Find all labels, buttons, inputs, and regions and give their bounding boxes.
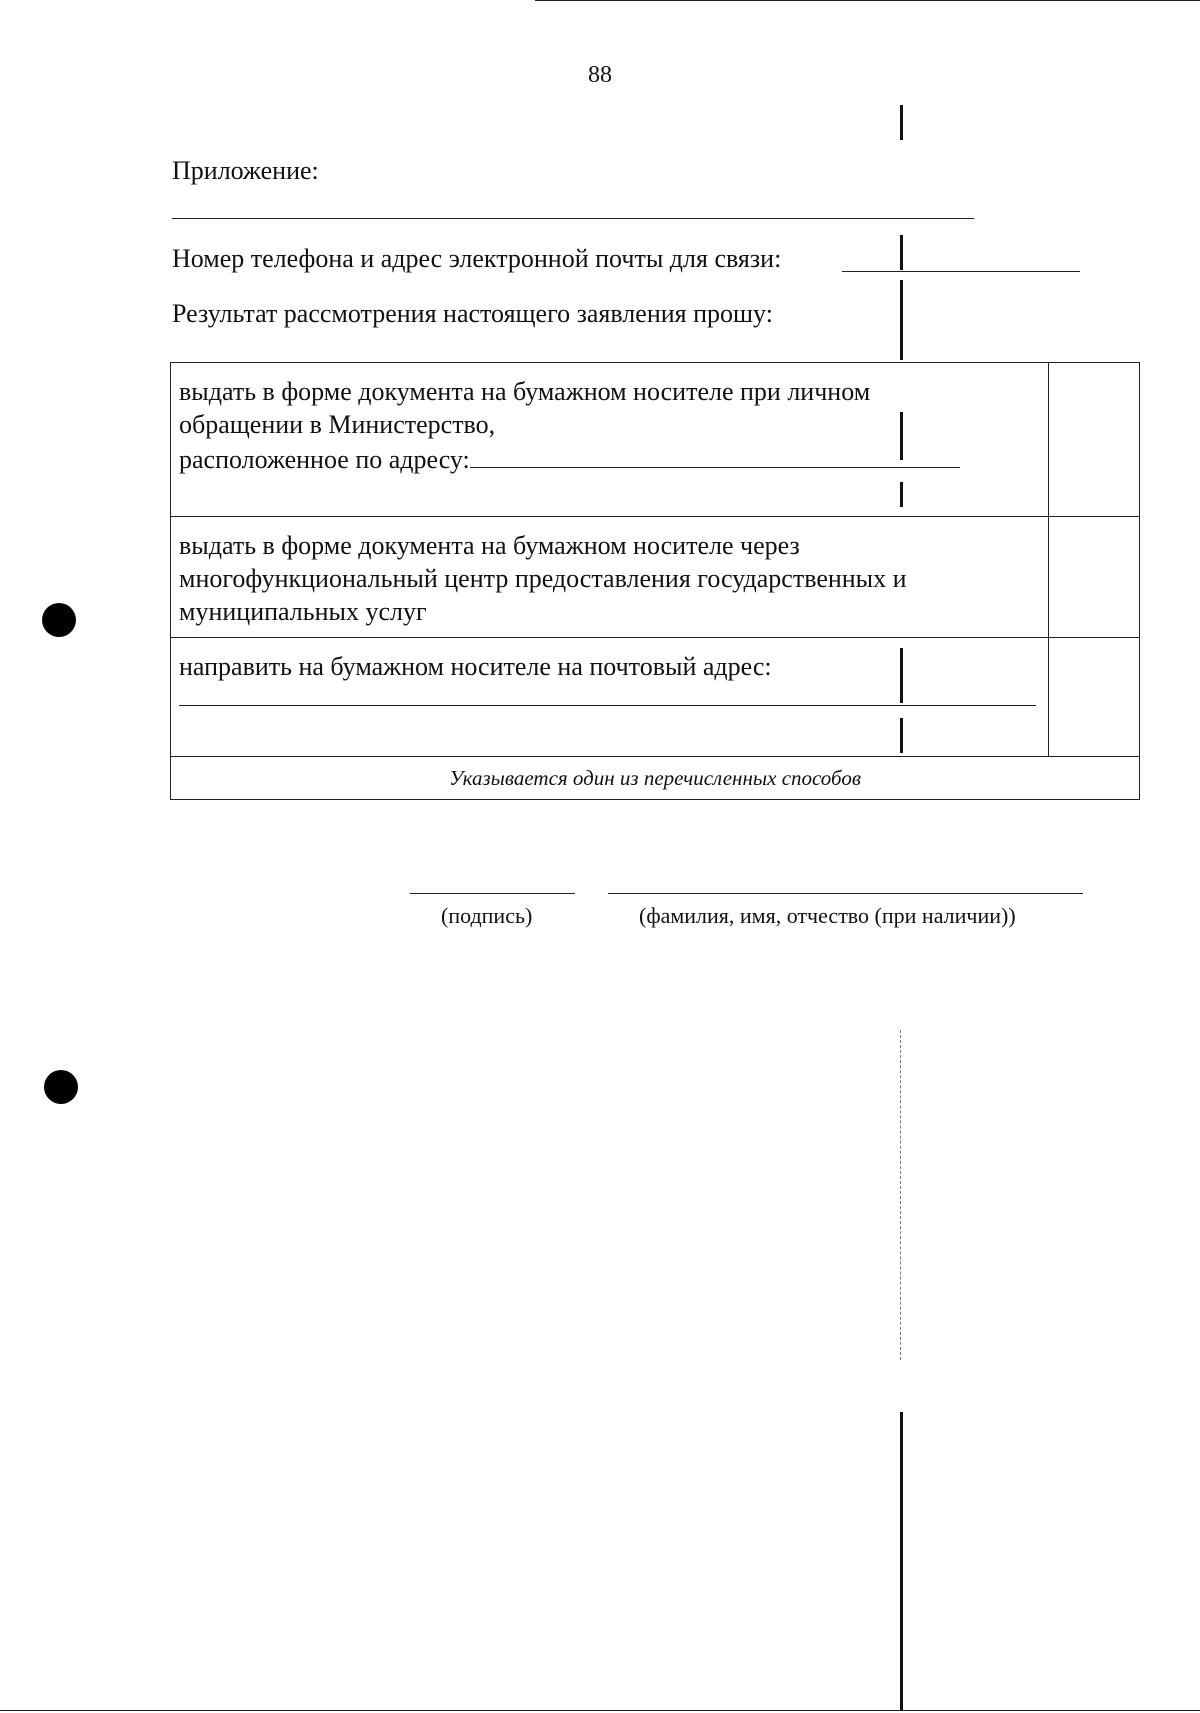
scan-line-dashed: [900, 1030, 901, 1360]
option-row-mfc: [171, 517, 1140, 638]
delivery-options-table: [170, 362, 1140, 800]
punch-hole-top: [42, 603, 76, 637]
option-in-person-line1: выдать в форме документа на бумажном носителе при личном: [179, 377, 871, 406]
option-in-person-line2: обращении в Министерство,: [179, 410, 496, 439]
full-name-line: [608, 893, 1083, 894]
signature-caption: (подпись): [441, 903, 533, 928]
result-label: Результат рассмотрения настоящего заявления прошу:: [172, 299, 773, 328]
punch-hole-bottom: [44, 1070, 78, 1104]
signature-line: [410, 893, 575, 894]
attachment-label: Приложение:: [172, 156, 319, 185]
ministry-address-line: [470, 441, 960, 468]
option-row-post: [171, 638, 1140, 757]
option-in-person: [171, 363, 1049, 517]
option-mfc-checkbox[interactable]: [1049, 517, 1140, 638]
options-note: Указывается один из перечисленных способов: [171, 757, 1140, 800]
option-in-person-line3: [179, 441, 1040, 476]
option-mfc: [171, 517, 1049, 638]
scan-line-segment: [900, 280, 903, 360]
option-mfc-line1: выдать в форме документа на бумажном носителе через: [179, 531, 800, 560]
contact-label: Номер телефона и адрес электронной почты для связи:: [172, 244, 782, 273]
option-in-person-checkbox[interactable]: [1049, 363, 1140, 517]
address-label: расположенное по адресу:: [179, 445, 470, 474]
option-mfc-line2: многофункциональный центр предоставления государственных и: [179, 564, 907, 593]
option-post-line1: направить на бумажном носителе на почтовый адрес:: [179, 652, 772, 681]
option-mfc-line3: муниципальных услуг: [179, 597, 427, 626]
bottom-scan-edge: [0, 1710, 1200, 1711]
option-post: [171, 638, 1049, 757]
full-name-caption: (фамилия, имя, отчество (при наличии)): [639, 903, 1016, 928]
attachment-line: [172, 218, 974, 219]
scan-line-segment: [900, 1412, 903, 1710]
scan-line-segment: [900, 235, 903, 270]
page-number: 88: [588, 62, 612, 88]
postal-address-line: [179, 705, 1036, 706]
option-post-checkbox[interactable]: [1049, 638, 1140, 757]
option-row-in-person: [171, 363, 1140, 517]
scan-line-segment: [900, 105, 903, 140]
contact-line: [842, 271, 1080, 272]
note-row: [171, 757, 1140, 800]
top-scan-edge: [535, 0, 1200, 1]
